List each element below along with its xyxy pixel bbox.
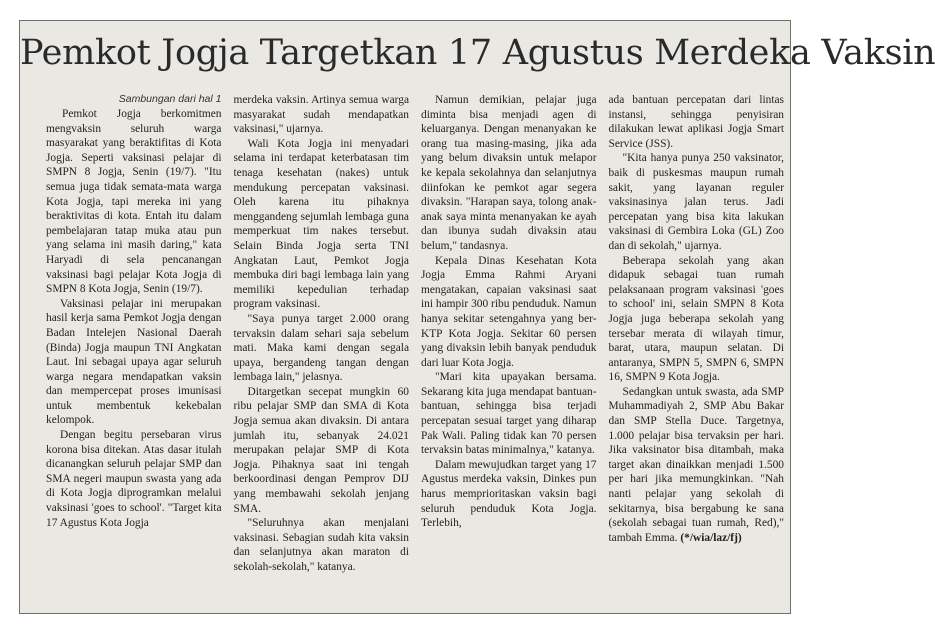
- paragraph: ada bantuan percepatan dari lintas instansi, sehingga penyisiran dilakukan lewat aplikasi Jogja Smart Service (JSS).: [608, 94, 784, 150]
- paragraph: Dengan begitu persebaran virus korona bisa ditekan. Atas dasar itulah dicanangkan seluruh pelajar SMP dan SMA negeri maupun swasta yang ada di Kota Jogja diprogramkan melalui vaksinasi 'goes to school'. "Target kita 17 Agustus Kota Jogja: [46, 429, 222, 529]
- paragraph: [609, 385, 785, 546]
- paragraph: "Saya punya target 2.000 orang tervaksin dalam sehari saja sebelum mati. Maka kami dengan segala upaya, bergandeng tangan dengan lembaga lain," jelasnya.: [233, 312, 409, 384]
- paragraph: "Mari kita upayakan bersama. Sekarang kita juga mendapat bantuan-bantuan, sehingga bisa terjadi percepatan sesuai target yang diharap Pak Wali. Paling tidak kan 70 persen tervaksin batas minimalnya," katanya.: [421, 371, 597, 457]
- article-column-3: [421, 93, 597, 609]
- paragraph: Kepala Dinas Kesehatan Kota Jogja Emma Rahmi Aryani mengatakan, capaian vaksinasi saat ini hampir 300 ribu penduduk. Namun hanya sekitar setengahnya yang ber-KTP Kota Jogja. Sekitar 60 persen yang divaksin lebih banyak penduduk dari luar Kota Jogja.: [421, 254, 597, 369]
- paragraph: Wali Kota Jogja ini menyadari selama ini terdapat keterbatasan tim tenaga kesehatan (nakes) untuk mendukung percepatan vaksinasi. Oleh karena itu pihaknya menggandeng sejumlah lembaga guna memperkuat tim nakes tersebut. Selain Binda Jogja serta TNI Angkatan Laut, Pemkot Jogja membuka diri bagi lembaga lain yang memiliki kepedulian terhadap program vaksinasi.: [233, 137, 409, 311]
- paragraph: Dalam mewujudkan target yang 17 Agustus merdeka vaksin, Dinkes pun harus memprioritaskan vaksin bagi seluruh penduduk Kota Jogja. Terlebih,: [421, 458, 597, 530]
- paragraph: Beberapa sekolah yang akan didapuk sebagai tuan rumah pelaksanaan program vaksinasi 'goes to school' ini, selain SMPN 8 Kota Jogja juga beberapa sekolah yang tersebar merata di wilayah timur, barat, utara, maupun selatan. Di antaranya, SMPN 5, SMPN 6, SMPN 16, SMPN 9 Kota Jogja.: [608, 254, 784, 384]
- paragraph: "Kita hanya punya 250 vaksinator, baik di puskesmas maupun rumah sakit, yang layanan reguler vaksinasinya jalan terus. Jadi percepatan yang bisa kita lakukan vaksinasi di Gembira Loka (GL) Zoo dan di sekolah," ujarnya.: [608, 152, 784, 252]
- headline: Pemkot Jogja Targetkan 17 Agustus Merdeka Vaksin: [20, 33, 935, 73]
- paragraph: Pemkot Jogja berkomitmen mengvaksin seluruh warga masyarakat yang beraktifitas di Kota Jogja. Seperti vaksinasi pelajar di SMPN 8 Jogja, Senin (19/7). "Itu semua juga tidak semata-mata warga Kota Jogja, tapi mereka ini yang beraktivitas di kota. Entah itu dalam pembelajaran tatap muka atau pun yang selama ini masih daring," kata Haryadi di sela pencanangan vaksinasi bagi pelajar Kota Jogja di SMPN 8 Kota Jogja, Senin (19/7).: [46, 108, 222, 296]
- article-body: [46, 93, 784, 609]
- paragraph: Namun demikian, pelajar juga diminta bisa menjadi agen di keluarganya. Dengan menanyakan ke orang tua masing-masing, jika ada yang belum divaksin untuk melapor ke kepala sekolahnya dan selanjutnya diinfokan ke pemkot agar segera divaksin. "Harapan saya, tolong anak-anak saya minta menanyakan ke ayah dan ibunya sudah divaksin atau belum," tandasnya.: [421, 94, 597, 252]
- paragraph: merdeka vaksin. Artinya semua warga masyarakat sudah mendapatkan vaksinasi," ujarnya.: [233, 94, 409, 136]
- paragraph-text: Sedangkan untuk swasta, ada SMP Muhammadiyah 2, SMP Abu Bakar dan SMP Stella Duce. Targetnya, 1.000 pelajar bisa tervaksin per hari. Jika vaksinator bisa ditambah, maka target akan dinaikkan menjadi 1.500 per hari jika memungkinkan. "Nah nanti pelajar yang sekolah di sekitarnya, bisa bergabung ke sana (sekolah sebagai tuan rumah, Red)," tambah Emma.: [608, 385, 784, 544]
- paragraph: Ditargetkan secepat mungkin 60 ribu pelajar SMP dan SMA di Kota Jogja semua akan divaksin. Di antara jumlah itu, sebanyak 24.021 merupakan pelajar SMP di Kota Jogja. Pihaknya saat ini tengah berkoordinasi dengan Pemprov DIJ yang membawahi sekolah jenjang SMA.: [233, 385, 409, 515]
- continuation-byline: Sambungan dari hal 1: [118, 93, 222, 105]
- article-column-4: [609, 93, 785, 609]
- author-signature: (*/wia/laz/fj): [680, 531, 742, 544]
- newspaper-clipping: [19, 20, 935, 614]
- paragraph: "Seluruhnya akan menjalani vaksinasi. Sebagian sudah kita vaksin dan selanjutnya akan maraton di sekolah-sekolah," katanya.: [233, 517, 409, 573]
- article-column-1: [46, 93, 222, 609]
- article-column-2: [234, 93, 410, 609]
- paragraph: Vaksinasi pelajar ini merupakan hasil kerja sama Pemkot Jogja dengan Badan Intelejen Nasional Daerah (Binda) Jogja maupun TNI Angkatan Laut. Ini sebagai upaya agar seluruh warga negara mendapatkan vaksin dan mempercepat proses imunisasi untuk membentuk kekebalan kelompok.: [46, 297, 222, 427]
